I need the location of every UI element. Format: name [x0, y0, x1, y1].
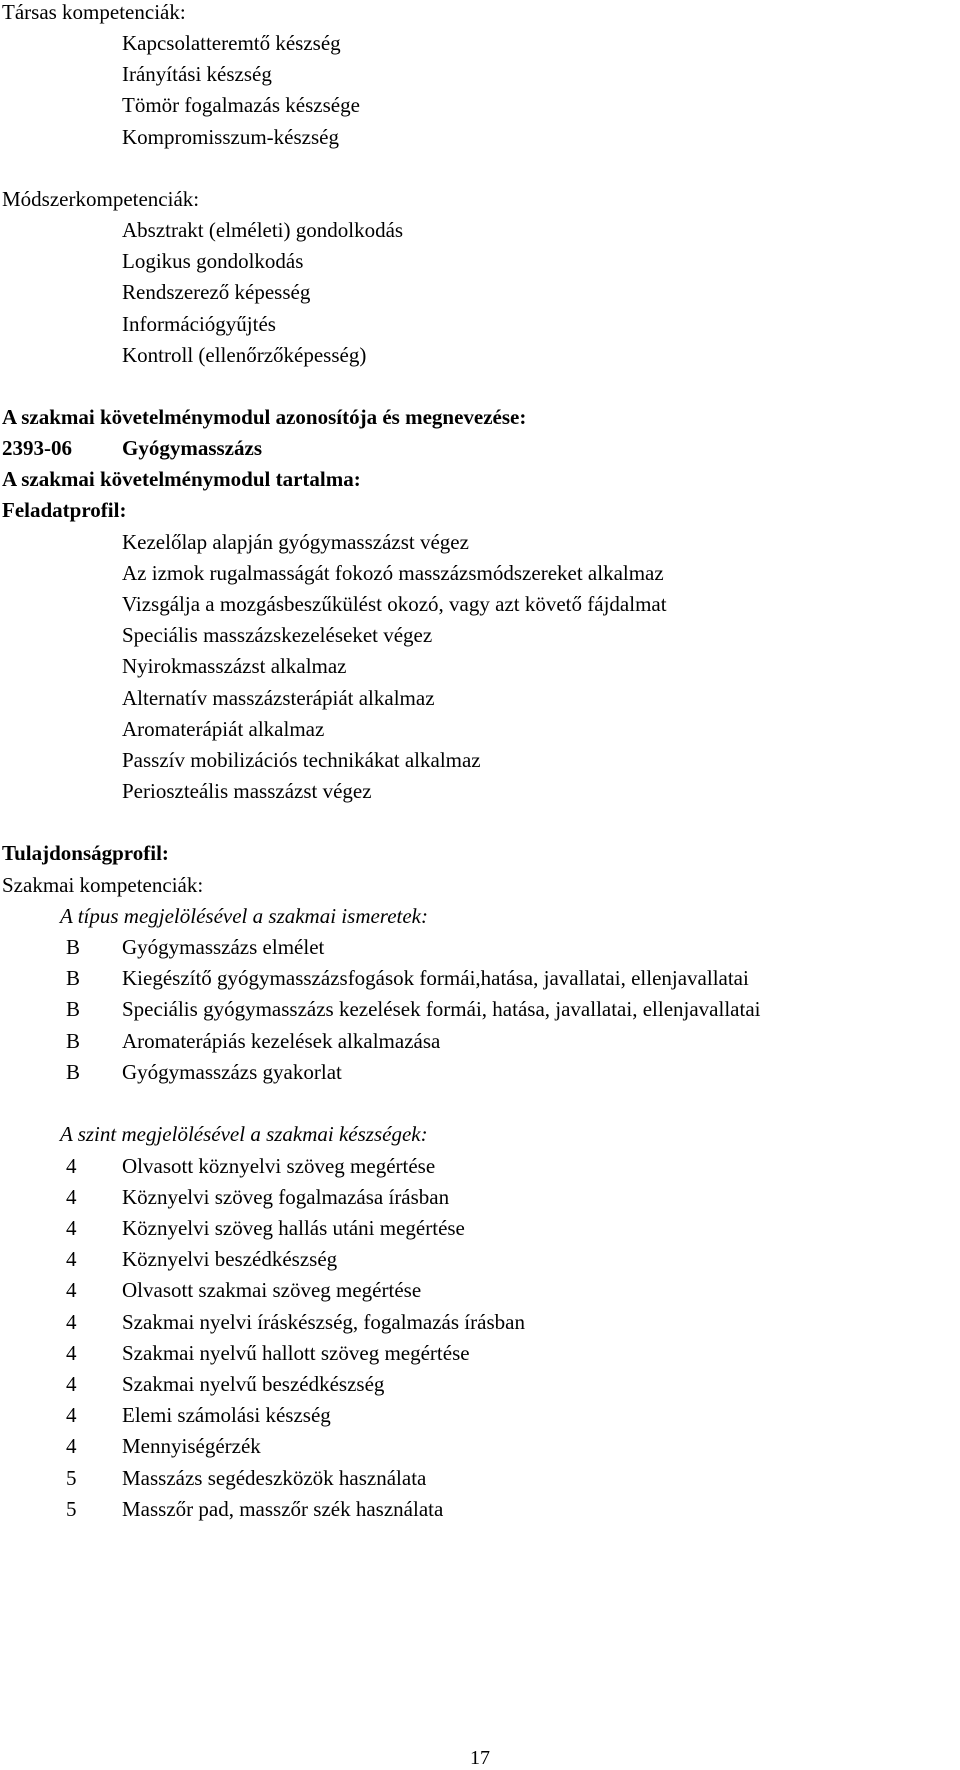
- modszer-item: Rendszerező képesség: [122, 280, 311, 304]
- modszer-item: Logikus gondolkodás: [122, 249, 304, 273]
- ismeretek-label: A típus megjelölésével a szakmai ismeretek:: [60, 904, 428, 928]
- feladat-item: Passzív mobilizációs technikákat alkalmaz: [122, 748, 481, 772]
- list-item-text: Gyógymasszázs elmélet: [122, 935, 325, 959]
- page-number: 17: [470, 1747, 490, 1769]
- list-item-text: Elemi számolási készség: [122, 1403, 331, 1427]
- modszer-heading: Módszerkompetenciák:: [2, 187, 200, 211]
- tarsas-item: Kapcsolatteremtő készség: [122, 31, 341, 55]
- module-code: 2393-06: [2, 436, 72, 460]
- list-item-text: Masszőr pad, masszőr szék használata: [122, 1497, 444, 1521]
- list-item-text: Masszázs segédeszközök használata: [122, 1466, 427, 1490]
- szakmai-kompetenciak-heading: Szakmai kompetenciák:: [2, 873, 204, 897]
- list-item-text: Aromaterápiás kezelések alkalmazása: [122, 1029, 441, 1053]
- module-id-label: A szakmai követelménymodul azonosítója és megnevezése:: [2, 405, 527, 429]
- tarsas-item: Kompromisszum-készség: [122, 125, 339, 149]
- feladat-item: Perioszteális masszázst végez: [122, 779, 372, 803]
- feladat-heading: Feladatprofil:: [2, 498, 127, 522]
- tarsas-heading: Társas kompetenciák:: [2, 0, 186, 24]
- list-item-text: Gyógymasszázs gyakorlat: [122, 1060, 342, 1084]
- tulajdonsag-heading: Tulajdonságprofil:: [2, 841, 169, 865]
- list-item-code: 4: [66, 1247, 77, 1271]
- modszer-item: Információgyűjtés: [122, 312, 276, 336]
- keszsegek-label: A szint megjelölésével a szakmai készségek:: [60, 1122, 428, 1146]
- list-item-code: 5: [66, 1466, 77, 1490]
- modszer-item: Absztrakt (elméleti) gondolkodás: [122, 218, 404, 242]
- list-item-code: 4: [66, 1434, 77, 1458]
- feladat-item: Aromaterápiát alkalmaz: [122, 717, 325, 741]
- list-item-code: 4: [66, 1341, 77, 1365]
- feladat-item: Alternatív masszázsterápiát alkalmaz: [122, 686, 435, 710]
- tarsas-item: Tömör fogalmazás készsége: [122, 93, 360, 117]
- list-item-text: Köznyelvi szöveg fogalmazása írásban: [122, 1185, 450, 1209]
- list-item-code: 4: [66, 1185, 77, 1209]
- tarsas-item: Irányítási készség: [122, 62, 272, 86]
- feladat-item: Nyirokmasszázst alkalmaz: [122, 654, 347, 678]
- list-item-text: Szakmai nyelvű hallott szöveg megértése: [122, 1341, 470, 1365]
- list-item-code: 4: [66, 1216, 77, 1240]
- list-item-code: 4: [66, 1154, 77, 1178]
- feladat-item: Az izmok rugalmasságát fokozó masszázsmódszereket alkalmaz: [122, 561, 664, 585]
- list-item-code: B: [66, 935, 81, 959]
- list-item-text: Speciális gyógymasszázs kezelések formái, hatása, javallatai, ellenjavallatai: [122, 997, 761, 1021]
- list-item-code: 4: [66, 1278, 77, 1302]
- list-item-code: 4: [66, 1403, 77, 1427]
- module-content-label: A szakmai követelménymodul tartalma:: [2, 467, 361, 491]
- module-name: Gyógymasszázs: [122, 436, 262, 460]
- list-item-text: Szakmai nyelvű beszédkészség: [122, 1372, 385, 1396]
- list-item-code: B: [66, 966, 81, 990]
- list-item-text: Köznyelvi beszédkészség: [122, 1247, 338, 1271]
- list-item-code: 4: [66, 1310, 77, 1334]
- list-item-text: Olvasott szakmai szöveg megértése: [122, 1278, 422, 1302]
- list-item-code: 5: [66, 1497, 77, 1521]
- list-item-code: B: [66, 997, 81, 1021]
- feladat-item: Speciális masszázskezeléseket végez: [122, 623, 433, 647]
- list-item-text: Szakmai nyelvi íráskészség, fogalmazás írásban: [122, 1310, 525, 1334]
- list-item-text: Olvasott köznyelvi szöveg megértése: [122, 1154, 436, 1178]
- list-item-text: Kiegészítő gyógymasszázsfogások formái,hatása, javallatai, ellenjavallatai: [122, 966, 749, 990]
- list-item-text: Köznyelvi szöveg hallás utáni megértése: [122, 1216, 465, 1240]
- modszer-item: Kontroll (ellenőrzőképesség): [122, 343, 367, 367]
- feladat-item: Vizsgálja a mozgásbeszűkülést okozó, vagy azt követő fájdalmat: [122, 592, 667, 616]
- list-item-code: 4: [66, 1372, 77, 1396]
- list-item-text: Mennyiségérzék: [122, 1434, 261, 1458]
- list-item-code: B: [66, 1060, 81, 1084]
- list-item-code: B: [66, 1029, 81, 1053]
- feladat-item: Kezelőlap alapján gyógymasszázst végez: [122, 530, 469, 554]
